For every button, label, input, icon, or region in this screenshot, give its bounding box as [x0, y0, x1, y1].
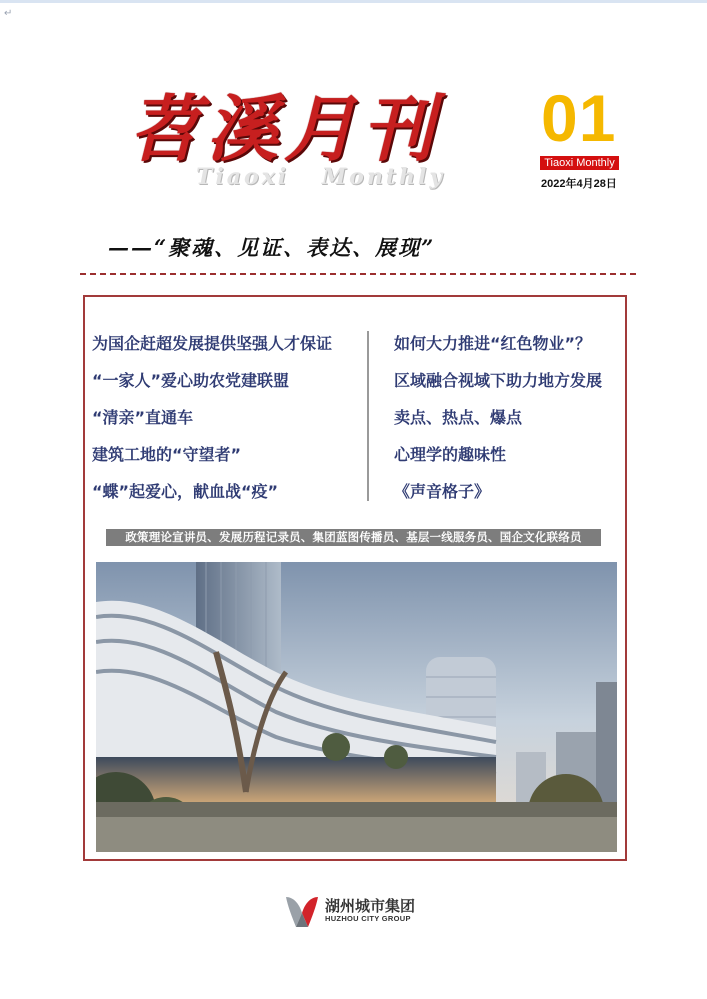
publisher-logo — [283, 893, 433, 929]
publisher-name-en: HUZHOU CITY GROUP — [325, 914, 411, 923]
contents-item[interactable]: 为国企赶超发展提供坚强人才保证 — [92, 334, 333, 353]
building-photo-icon — [96, 562, 617, 852]
contents-right-column — [394, 329, 602, 514]
contents-item[interactable]: “清亲”直通车 — [92, 408, 194, 427]
contents-item[interactable]: 心理学的趣味性 — [394, 445, 507, 464]
contents-item[interactable]: 建筑工地的“守望者” — [92, 445, 242, 464]
paragraph-mark-icon: ↵ — [4, 8, 13, 19]
cover-photo — [96, 562, 617, 852]
masthead-badge: Tiaoxi Monthly — [540, 156, 619, 170]
slogan: ——“聚魂、见证、表达、展现” — [108, 235, 436, 260]
contents-item[interactable]: 卖点、热点、爆点 — [394, 408, 523, 427]
issue-number: 01 — [541, 81, 617, 155]
contents-item[interactable]: 如何大力推进“红色物业”？ — [394, 334, 592, 353]
page-top-rule — [0, 0, 707, 3]
huzhou-city-group-logo-icon — [283, 893, 321, 929]
issue-date: 2022年4月28日 — [541, 178, 617, 190]
contents-item[interactable]: 区域融合视域下助力地方发展 — [394, 371, 603, 390]
contents-left-column — [92, 329, 332, 514]
masthead-title-cn: 苕溪月刊 — [128, 86, 441, 171]
contents-item[interactable]: “一家人”爱心助农党建联盟 — [92, 371, 290, 390]
departments-banner: 政策理论宣讲员、发展历程记录员、集团蓝图传播员、基层一线服务员、国企文化联络员 — [106, 529, 601, 546]
contents-column-divider — [367, 331, 369, 501]
contents-item[interactable]: 《声音格子》 — [394, 482, 491, 501]
dashed-divider — [80, 273, 636, 275]
publisher-name-cn: 湖州城市集团 — [325, 897, 416, 915]
masthead-title-en: Tiaoxi Monthly — [196, 164, 446, 190]
contents-item[interactable]: “蝶”起爱心，献血战“疫” — [92, 482, 279, 501]
